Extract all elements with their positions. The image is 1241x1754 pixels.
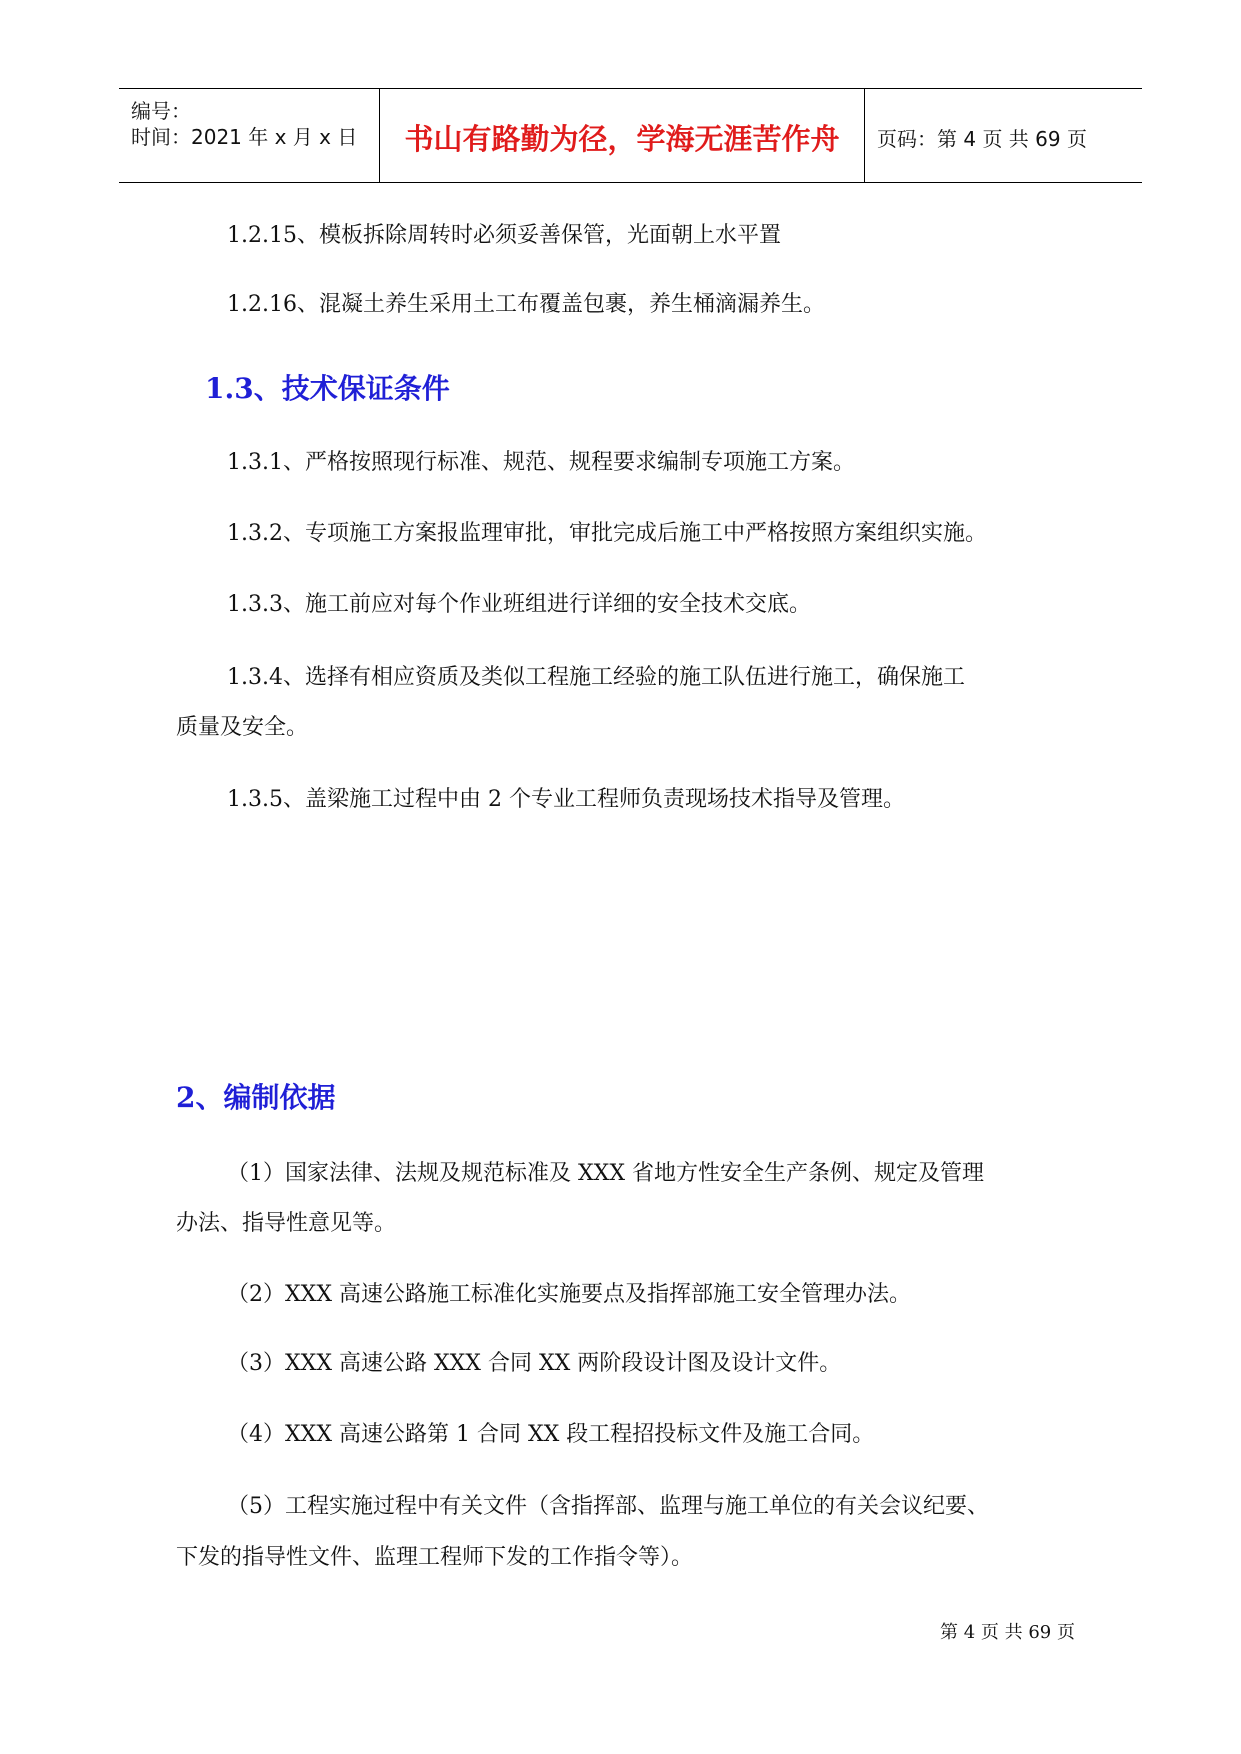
header-page-label: 页码：第 4 页 共 69 页 — [877, 127, 1087, 151]
basis-4: （4）XXX 高速公路第 1 合同 XX 段工程招投标文件及施工合同。 — [227, 1422, 875, 1447]
time-label: 时间：2021 年 x 月 x 日 — [131, 125, 358, 149]
footer-page-number: 第 4 页 共 69 页 — [940, 1622, 1075, 1643]
section-heading-2: 2、编制依据 — [176, 1081, 336, 1114]
paragraph-1-3-1: 1.3.1、严格按照现行标准、规范、规程要求编制专项施工方案。 — [227, 450, 855, 475]
paragraph-1-3-4-line2: 质量及安全。 — [176, 715, 309, 740]
paragraph-1-3-3: 1.3.3、施工前应对每个作业班组进行详细的安全技术交底。 — [227, 592, 811, 617]
motto: 书山有路勤为径，学海无涯苦作舟 — [404, 122, 840, 156]
paragraph-1-3-4-line1: 1.3.4、选择有相应资质及类似工程施工经验的施工队伍进行施工，确保施工 — [227, 665, 965, 690]
paragraph-1-2-16: 1.2.16、混凝土养生采用土工布覆盖包裹，养生桶滴漏养生。 — [227, 292, 825, 317]
basis-1-line1: （1）国家法律、法规及规范标准及 XXX 省地方性安全生产条例、规定及管理 — [227, 1161, 984, 1186]
document-header — [119, 88, 1142, 183]
header-motto-cell — [379, 89, 865, 182]
paragraph-1-3-5: 1.3.5、盖梁施工过程中由 2 个专业工程师负责现场技术指导及管理。 — [227, 787, 905, 812]
header-page-cell — [865, 89, 1142, 182]
basis-5-line2: 下发的指导性文件、监理工程师下发的工作指令等）。 — [176, 1545, 694, 1570]
basis-1-line2: 办法、指导性意见等。 — [176, 1211, 397, 1236]
section-heading-1-3: 1.3、技术保证条件 — [205, 372, 450, 405]
basis-5-line1: （5）工程实施过程中有关文件（含指挥部、监理与施工单位的有关会议纪要、 — [227, 1494, 989, 1519]
serial-label: 编号： — [131, 99, 191, 123]
paragraph-1-3-2: 1.3.2、专项施工方案报监理审批，审批完成后施工中严格按照方案组织实施。 — [227, 521, 987, 546]
basis-3: （3）XXX 高速公路 XXX 合同 XX 两阶段设计图及设计文件。 — [227, 1351, 842, 1376]
header-info-cell — [119, 89, 379, 182]
paragraph-1-2-15: 1.2.15、模板拆除周转时必须妥善保管，光面朝上水平置 — [227, 223, 781, 248]
basis-2: （2）XXX 高速公路施工标准化实施要点及指挥部施工安全管理办法。 — [227, 1282, 911, 1307]
